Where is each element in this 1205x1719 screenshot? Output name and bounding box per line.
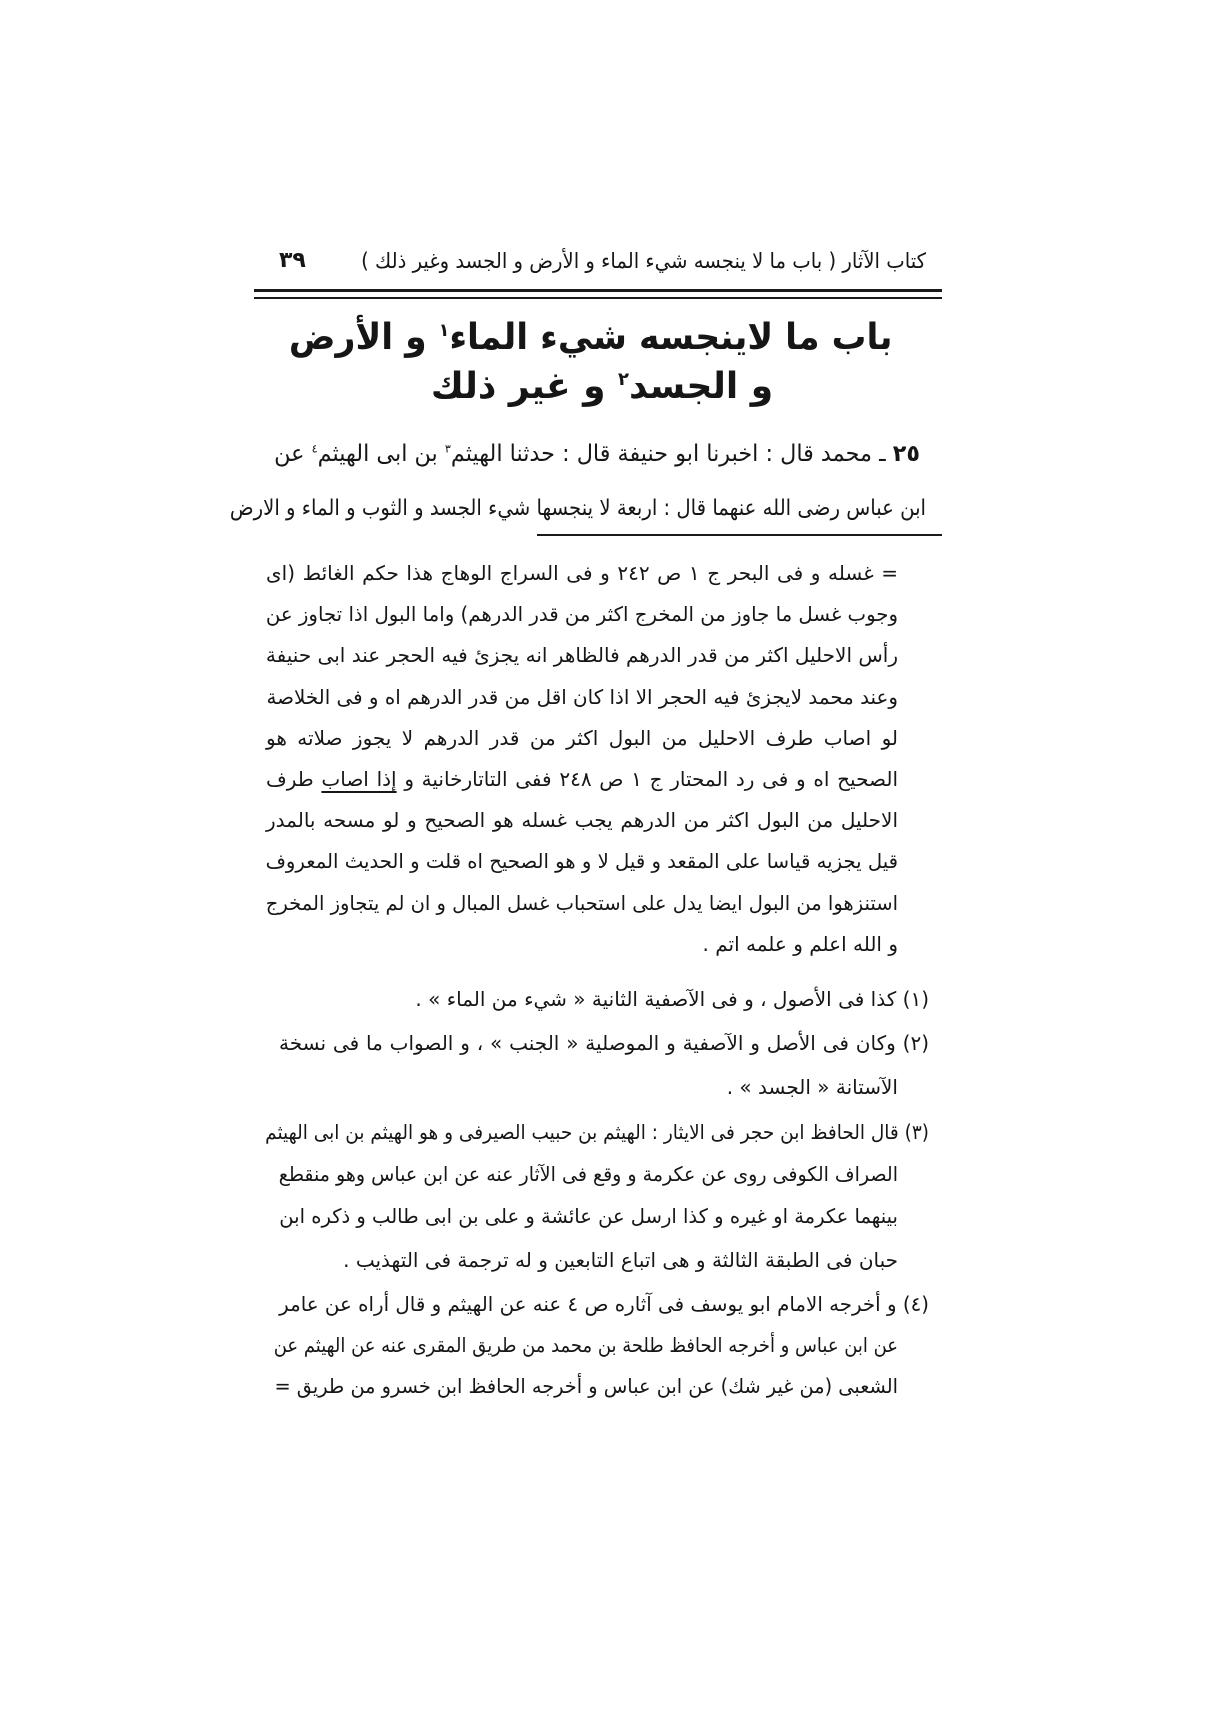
footnote-continuation-line: استنزهوا من البول ايضا يدل على استحباب غسل المبال و ان لم يتجاوز المخرج	[265, 891, 898, 915]
hadith-line: ابن عباس رضى الله عنهما قال : اربعة لا ينجسها شيء الجسد و الثوب و الماء و الارض	[229, 496, 926, 521]
page-number: ٣٩	[279, 248, 306, 273]
footnote-marker: ٣	[444, 441, 451, 456]
chapter-title-text: و غير ذلك	[430, 366, 606, 407]
footnote-line	[279, 1032, 929, 1054]
footnote-continuation-line: لو اصاب طرف الاحليل من البول اكثر من قدر الدرهم لا يجوز صلاته هو	[266, 726, 898, 750]
footnote-line	[279, 1292, 929, 1316]
hadith-line	[274, 441, 920, 467]
footnote-line: حبان فى الطبقة الثالثة و هى اتباع التابعين و له ترجمة فى التهذيب .	[343, 1248, 898, 1272]
footnote-line: الآستانة « الجسد » .	[726, 1075, 898, 1099]
footnote-continuation-line: و الله اعلم و علمه اتم .	[702, 932, 898, 956]
footnote-continuation-line: وعند محمد لايجزئ فيه الحجر الا اذا كان اقل من قدر الدرهم اه و فى الخلاصة	[266, 685, 898, 709]
footnote-number: (١)	[902, 987, 929, 1011]
footnote-marker: ٢	[618, 369, 630, 390]
header-rule-thick	[254, 289, 942, 292]
footnote-number: (٢)	[902, 1031, 930, 1055]
chapter-title-text: و الجسد	[629, 366, 774, 407]
footnote-line: عن ابن عباس و أخرجه الحافظ طلحة بن محمد من طريق المقرى عنه عن الهيثم عن	[273, 1333, 898, 1357]
footnote-continuation-line: رأس الاحليل اكثر من قدر الدرهم فالظاهر انه يجزئ فيه الحجر عند ابى حنيفة	[265, 643, 898, 667]
footnote-line: الصراف الكوفى روى عن عكرمة و وقع فى الآثار عنه عن ابن عباس وهو منقطع	[278, 1162, 899, 1186]
footnote-continuation-line: وجوب غسل ما جاوز من المخرج اكثر من قدر الدرهم) واما البول اذا تجاوز عن	[265, 602, 898, 626]
chapter-title-line	[288, 317, 893, 358]
footnote-number: (٤)	[902, 1292, 929, 1316]
footnote-line	[279, 988, 929, 1010]
footnote-separator	[537, 534, 942, 536]
footnote-text: الصحيح اه و فى رد المحتار ج ١ ص ٢٤٨ ففى التاتارخانية و	[404, 767, 899, 791]
hadith-text: عن	[274, 441, 305, 467]
underlined-text: إذا اصاب	[321, 767, 397, 791]
footnote-text: وكان فى الأصل و الآصفية و الموصلية « الجنب » ، و الصواب ما فى نسخة	[279, 1031, 896, 1055]
chapter-title-text: و الأرض	[288, 317, 427, 358]
footnote-number: (٣)	[904, 1120, 929, 1144]
footnote-line: الشعبى (من غير شك) عن ابن عباس و أخرجه الحافظ ابن خسرو من طريق =	[274, 1374, 898, 1398]
running-title: كتاب الآثار ( باب ما لا ينجسه شيء الماء و الأرض و الجسد وغير ذلك )	[361, 249, 926, 273]
hadith-text: ـ محمد قال : اخبرنا ابو حنيفة قال : حدثنا الهيثم	[450, 441, 886, 467]
footnote-text: طرف	[266, 767, 314, 791]
footnote-line	[265, 1120, 929, 1144]
footnote-continuation-line: = غسله و فى البحر ج ١ ص ٢٤٢ و فى السراج الوهاج هذا حكم الغائط (اى	[266, 561, 898, 585]
header-rule-thin	[254, 297, 942, 299]
footnote-text: كذا فى الأصول ، و فى الآصفية الثانية « شيء من الماء » .	[415, 987, 897, 1011]
footnote-continuation-line	[266, 768, 898, 790]
chapter-title-line	[300, 367, 904, 407]
footnote-continuation-line: الاحليل من البول اكثر من الدرهم يجب غسله هو الصحيح و لو مسحه بالمدر	[266, 808, 898, 832]
hadith-number: ٢٥	[892, 441, 920, 467]
footnote-text: قال الحافظ ابن حجر فى الايثار : الهيثم بن حبيب الصيرفى و هو الهيثم بن ابى الهيثم	[265, 1120, 899, 1144]
footnote-text: و أخرجه الامام ابو يوسف فى آثاره ص ٤ عنه عن الهيثم و قال أراه عن عامر	[279, 1292, 897, 1316]
footnote-continuation-line: قيل يجزيه قياسا على المقعد و قيل لا و هو الصحيح اه قلت و الحديث المعروف	[265, 849, 898, 873]
footnote-marker: ٤	[311, 441, 318, 456]
hadith-text: بن ابى الهيثم	[317, 441, 438, 467]
chapter-title-text: باب ما لاينجسه شيء الماء	[449, 317, 893, 358]
footnote-line: بينهما عكرمة او غيره و كذا ارسل عن عائشة و على بن ابى طالب و ذكره ابن	[279, 1204, 898, 1228]
footnote-marker: ١	[438, 320, 450, 341]
